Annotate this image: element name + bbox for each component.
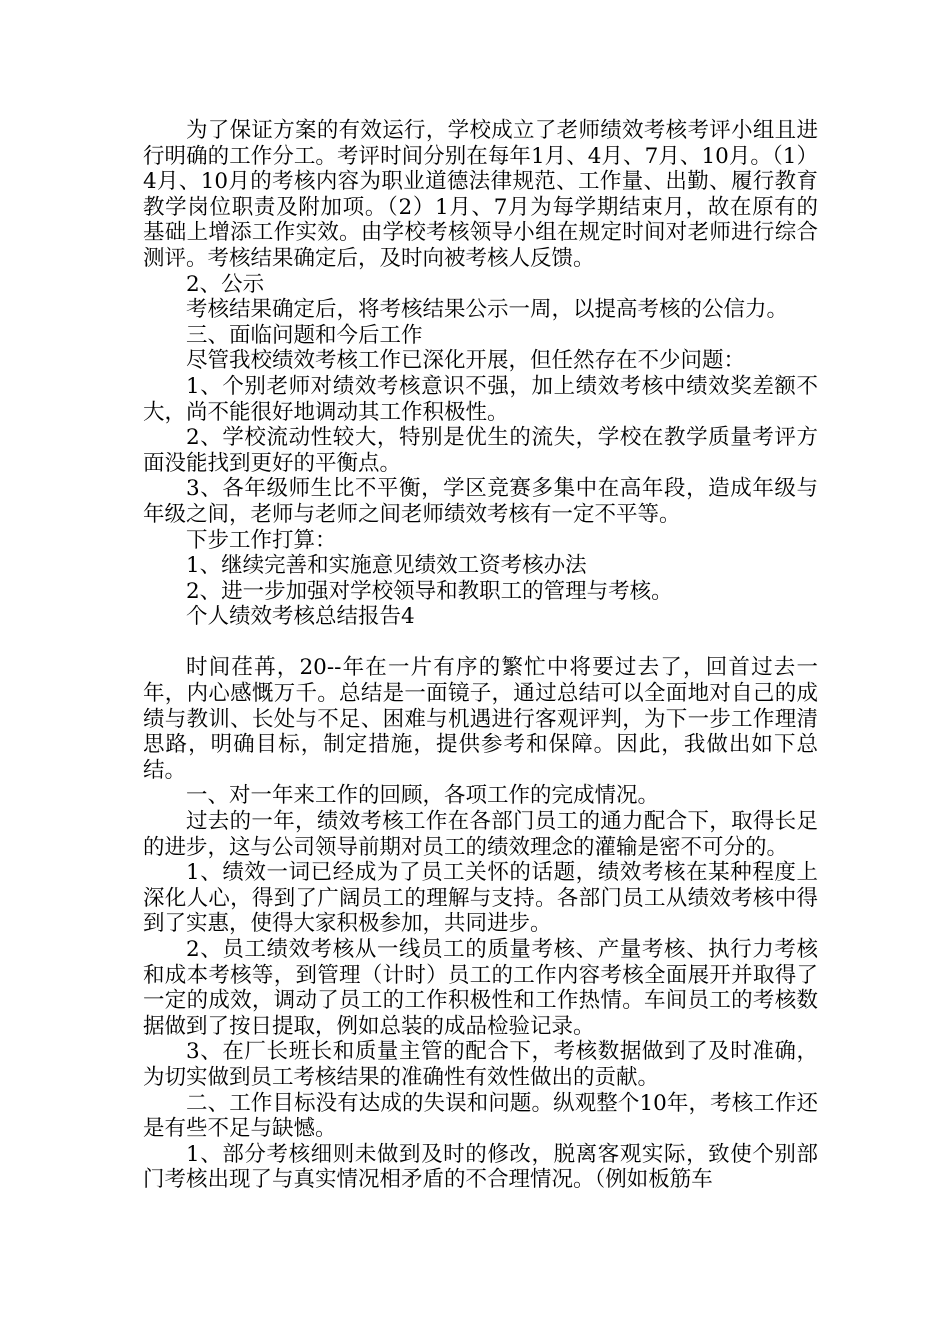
paragraph-16: 1、绩效一词已经成为了员工关怀的话题，绩效考核在某种程度上深化人心，得到了广阔员工的理解与支持。各部门员工从绩效考核中得到了实惠，使得大家积极参加，共同进步。 — [143, 860, 818, 937]
paragraph-10: 1、继续完善和实施意见绩效工资考核办法 — [186, 553, 587, 579]
paragraph-11: 2、进一步加强对学校领导和教职工的管理与考核。 — [186, 578, 673, 604]
paragraph-1: 为了保证方案的有效运行，学校成立了老师绩效考核考评小组且进行明确的工作分工。考评时间分别在每年1月、4月、7月、10月。（1）4月、10月的考核内容为职业道德法律规范、工作量、出勤、履行教育教学岗位职责及附加项。（2）1月、7月为每学期结束月，故在原有的基础上增添工作实效。由学校考核领导小组在规定时间对老师进行综合测评。考核结果确定后，及时向被考核人反馈。 — [143, 118, 818, 271]
report-title: 个人绩效考核总结报告4 — [186, 604, 415, 630]
paragraph-2: 2、公示 — [186, 271, 265, 297]
paragraph-7: 2、学校流动性较大，特别是优生的流失，学校在教学质量考评方面没能找到更好的平衡点。 — [143, 425, 818, 476]
paragraph-17: 2、员工绩效考核从一线员工的质量考核、产量考核、执行力考核和成本考核等，到管理（计时）员工的工作内容考核全面展开并取得了一定的成效，调动了员工的工作积极性和工作热情。车间员工的考核数据做到了按日提取，例如总装的成品检验记录。 — [143, 937, 818, 1039]
blank-line — [143, 630, 818, 656]
paragraph-5: 尽管我校绩效考核工作已深化开展，但任然存在不少问题： — [186, 348, 746, 374]
section-heading-1: 一、对一年来工作的回顾，各项工作的完成情况。 — [186, 783, 660, 809]
paragraph-9: 下步工作打算： — [186, 527, 337, 553]
paragraph-18: 3、在厂长班长和质量主管的配合下，考核数据做到了及时准确，为切实做到员工考核结果的准确性有效性做出的贡献。 — [143, 1039, 818, 1090]
paragraph-13: 时间荏苒，20--年在一片有序的繁忙中将要过去了，回首过去一年，内心感慨万千。总结是一面镜子，通过总结可以全面地对自己的成绩与教训、长处与不足、困难与机遇进行客观评判，为下一步工作理清思路，明确目标，制定措施，提供参考和保障。因此，我做出如下总结。 — [143, 655, 818, 783]
document-body — [143, 118, 818, 1193]
section-heading-3: 三、面临问题和今后工作 — [186, 322, 423, 348]
paragraph-3: 考核结果确定后，将考核结果公示一周，以提高考核的公信力。 — [186, 297, 789, 323]
section-heading-2: 二、工作目标没有达成的失误和问题。纵观整个10年，考核工作还是有些不足与缺憾。 — [143, 1090, 818, 1142]
paragraph-6: 1、个别老师对绩效考核意识不强，加上绩效考核中绩效奖差额不大，尚不能很好地调动其工作积极性。 — [143, 373, 818, 425]
paragraph-8: 3、各年级师生比不平衡，学区竞赛多集中在高年段，造成年级与年级之间，老师与老师之间老师绩效考核有一定不平等。 — [143, 476, 818, 527]
paragraph-15: 过去的一年，绩效考核工作在各部门员工的通力配合下，取得长足的进步，这与公司领导前期对员工的绩效理念的灌输是密不可分的。 — [143, 809, 818, 860]
paragraph-20: 1、部分考核细则未做到及时的修改，脱离客观实际，致使个别部门考核出现了与真实情况相矛盾的不合理情况。（例如板筋车 — [143, 1141, 818, 1193]
